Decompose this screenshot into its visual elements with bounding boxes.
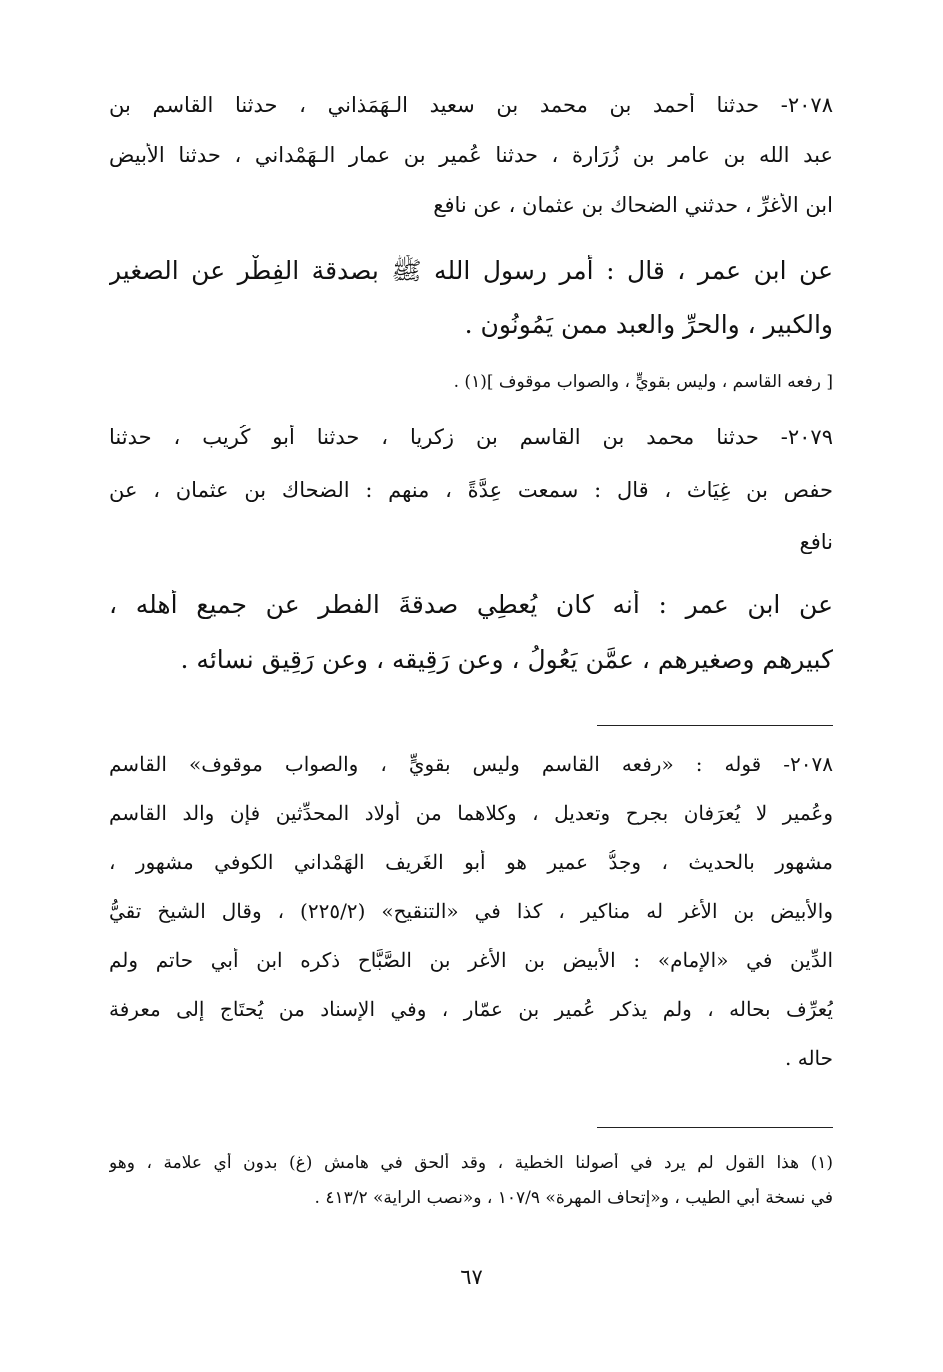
hadith-2078-matn-line-1: عن ابن عمر ، قال : أمر رسول الله ﷺ بصدقة الفِطْر عن الصغير	[109, 256, 833, 285]
footnote-separator-rule	[597, 1127, 833, 1128]
page-number: ٦٧	[460, 1265, 483, 1289]
hadith-2079-isnad-line-1: ٢٠٧٩- حدثنا محمد بن القاسم بن زكريا ، حدثنا أبو كُريب ، حدثنا	[109, 425, 833, 449]
commentary-line-4: والأبيض بن الأَغر له مناكير ، كذا في «التنقيح» (٢٢٥/٢) ، وقال الشيخ تقيُّ	[109, 899, 833, 923]
hadith-2078-grading-note: [ رفعه القاسم ، وليس بقويٍّ ، والصواب موقوف ](١) .	[453, 372, 833, 392]
footnote-line-2: في نسخة أبي الطيب ، و«إتحاف المهرة» ١٠٧/٩ ، و«نصب الراية» ٤١٣/٢ .	[314, 1188, 833, 1208]
commentary-line-5: الدِّين في «الإمام» : الأبيض بن الأغر بن الصَّبَّاح ذكره ابن أبي حاتم ولم	[109, 948, 833, 972]
commentary-line-6: يُعرِّف بحاله ، ولم يذكر عُمير بن عمّار ، وفي الإسناد من يُحتَاج إلى معرفة	[109, 997, 833, 1021]
footnote-line-1: (١) هذا القول لم يرد في أصولنا الخطية ، وقد ألحق في هامش (غ) بدون أي علامة ، وهو	[109, 1153, 833, 1173]
hadith-2079-isnad-line-3: نافع	[799, 530, 833, 554]
hadith-2079-matn-line-2: كبيرهم وصغيرهم ، عمَّن يَعُولُ ، وعن رَقِيقه ، وعن رَقِيق نسائه .	[180, 645, 833, 674]
hadith-2079-matn-line-1: عن ابن عمر : أنه كان يُعطِي صدقةَ الفطر عن جميع أهله ،	[109, 590, 833, 619]
hadith-2078-isnad-line-1: ٢٠٧٨- حدثنا أحمد بن محمد بن سعيد الـهَمَذاني ، حدثنا القاسم بن	[109, 93, 833, 117]
hadith-2078-isnad-line-2: عبد الله بن عامر بن زُرَارة ، حدثنا عُمير بن عمار الـهَمْداني ، حدثنا الأبيض	[109, 143, 833, 167]
commentary-line-2: وعُمير لا يُعرَفان بجرح وتعديل ، وكلاهما من أولاد المحدِّثين فإن والد القاسم	[109, 801, 833, 825]
commentary-separator-rule	[597, 725, 833, 726]
commentary-line-3: مشهور بالحديث ، وجدُّ عمير هو أبو الغَريف الهَمْداني الكوفي مشهور ،	[109, 850, 833, 874]
commentary-line-7: حاله .	[785, 1046, 833, 1070]
hadith-2079-isnad-line-2: حفص بن غِيَاث ، قال : سمعت عِدَّةً ، منهم : الضحاك بن عثمان ، عن	[109, 478, 833, 502]
hadith-2078-isnad-line-3: ابن الأَغرِّ ، حدثني الضحاك بن عثمان ، عن نافع	[433, 193, 833, 217]
commentary-line-1: ٢٠٧٨- قوله : «رفعه القاسم وليس بقويٍّ ، والصواب موقوف» القاسم	[109, 752, 833, 776]
hadith-2078-matn-line-2: والكبير ، والحرِّ والعبد ممن يَمُونُون .	[464, 310, 833, 339]
